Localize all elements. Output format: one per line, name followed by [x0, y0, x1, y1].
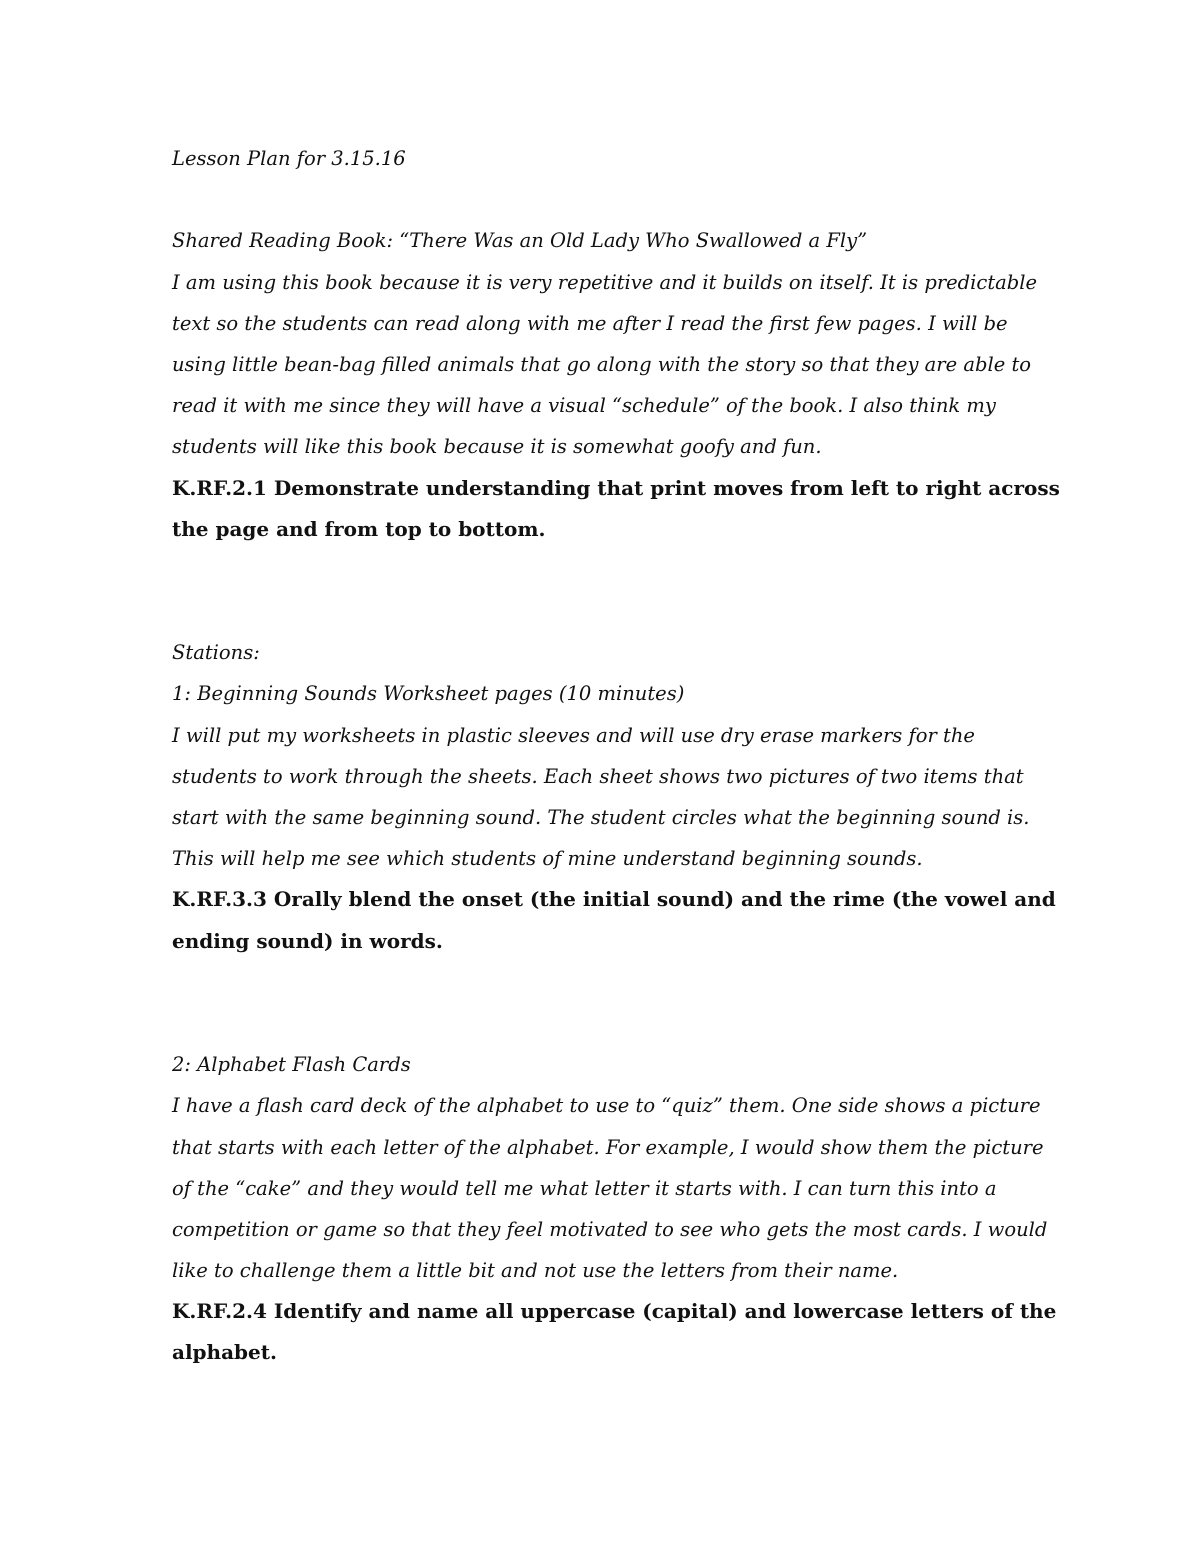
- document-page: [172, 138, 1060, 1374]
- station2-standard-line: K.RF.2.4 Identify and name all uppercase (capital) and lowercase letters of the: [172, 1299, 1057, 1324]
- shared-reading-text-line: read it with me since they will have a visual “schedule” of the book. I also think my: [172, 394, 996, 418]
- station2-text-line: of the “cake” and they would tell me what letter it starts with. I can turn this into a: [172, 1176, 997, 1200]
- shared-reading-heading: Shared Reading Book: “There Was an Old Lady Who Swallowed a Fly”: [172, 229, 868, 253]
- spacer: [172, 550, 1032, 632]
- shared-reading-standard-line: K.RF.2.1 Demonstrate understanding that print moves from left to right across: [172, 475, 1060, 500]
- shared-reading-text-line: I am using this book because it is very repetitive and it builds on itself. It is predictable: [172, 270, 1038, 294]
- shared-reading-text-line: students will like this book because it is somewhat goofy and fun.: [172, 435, 822, 459]
- station2-standard-line: alphabet.: [172, 1340, 277, 1365]
- station1-standard-line: K.RF.3.3 Orally blend the onset (the initial sound) and the rime (the vowel and: [172, 887, 1056, 912]
- station1-text-line: I will put my worksheets in plastic sleeves and will use dry erase markers for the: [172, 723, 975, 747]
- lesson-title: Lesson Plan for 3.15.16: [172, 147, 406, 170]
- station2-text-line: that starts with each letter of the alphabet. For example, I would show them the picture: [172, 1135, 1044, 1159]
- shared-reading-text-line: using little bean-bag filled animals that go along with the story so that they are able to: [172, 352, 1032, 376]
- spacer: [172, 179, 1032, 220]
- station2-text-line: competition or game so that they feel motivated to see who gets the most cards. I would: [172, 1217, 1048, 1241]
- shared-reading-text-line: text so the students can read along with me after I read the first few pages. I will be: [172, 311, 1008, 335]
- stations-heading: Stations:: [172, 641, 260, 665]
- station1-standard-line: ending sound) in words.: [172, 928, 443, 953]
- station2-heading: 2: Alphabet Flash Cards: [172, 1053, 411, 1077]
- station1-heading: 1: Beginning Sounds Worksheet pages (10 minutes): [172, 682, 685, 706]
- station1-text-line: students to work through the sheets. Each sheet shows two pictures of two items that: [172, 764, 1024, 788]
- shared-reading-standard-line: the page and from top to bottom.: [172, 516, 546, 541]
- station1-text-line: start with the same beginning sound. The student circles what the beginning sound is.: [172, 806, 1030, 830]
- spacer: [172, 962, 1032, 1044]
- station2-text-line: I have a flash card deck of the alphabet to use to “quiz” them. One side shows a picture: [172, 1094, 1041, 1118]
- station1-text-line: This will help me see which students of mine understand beginning sounds.: [172, 847, 923, 871]
- station2-text-line: like to challenge them a little bit and not use the letters from their name.: [172, 1259, 899, 1283]
